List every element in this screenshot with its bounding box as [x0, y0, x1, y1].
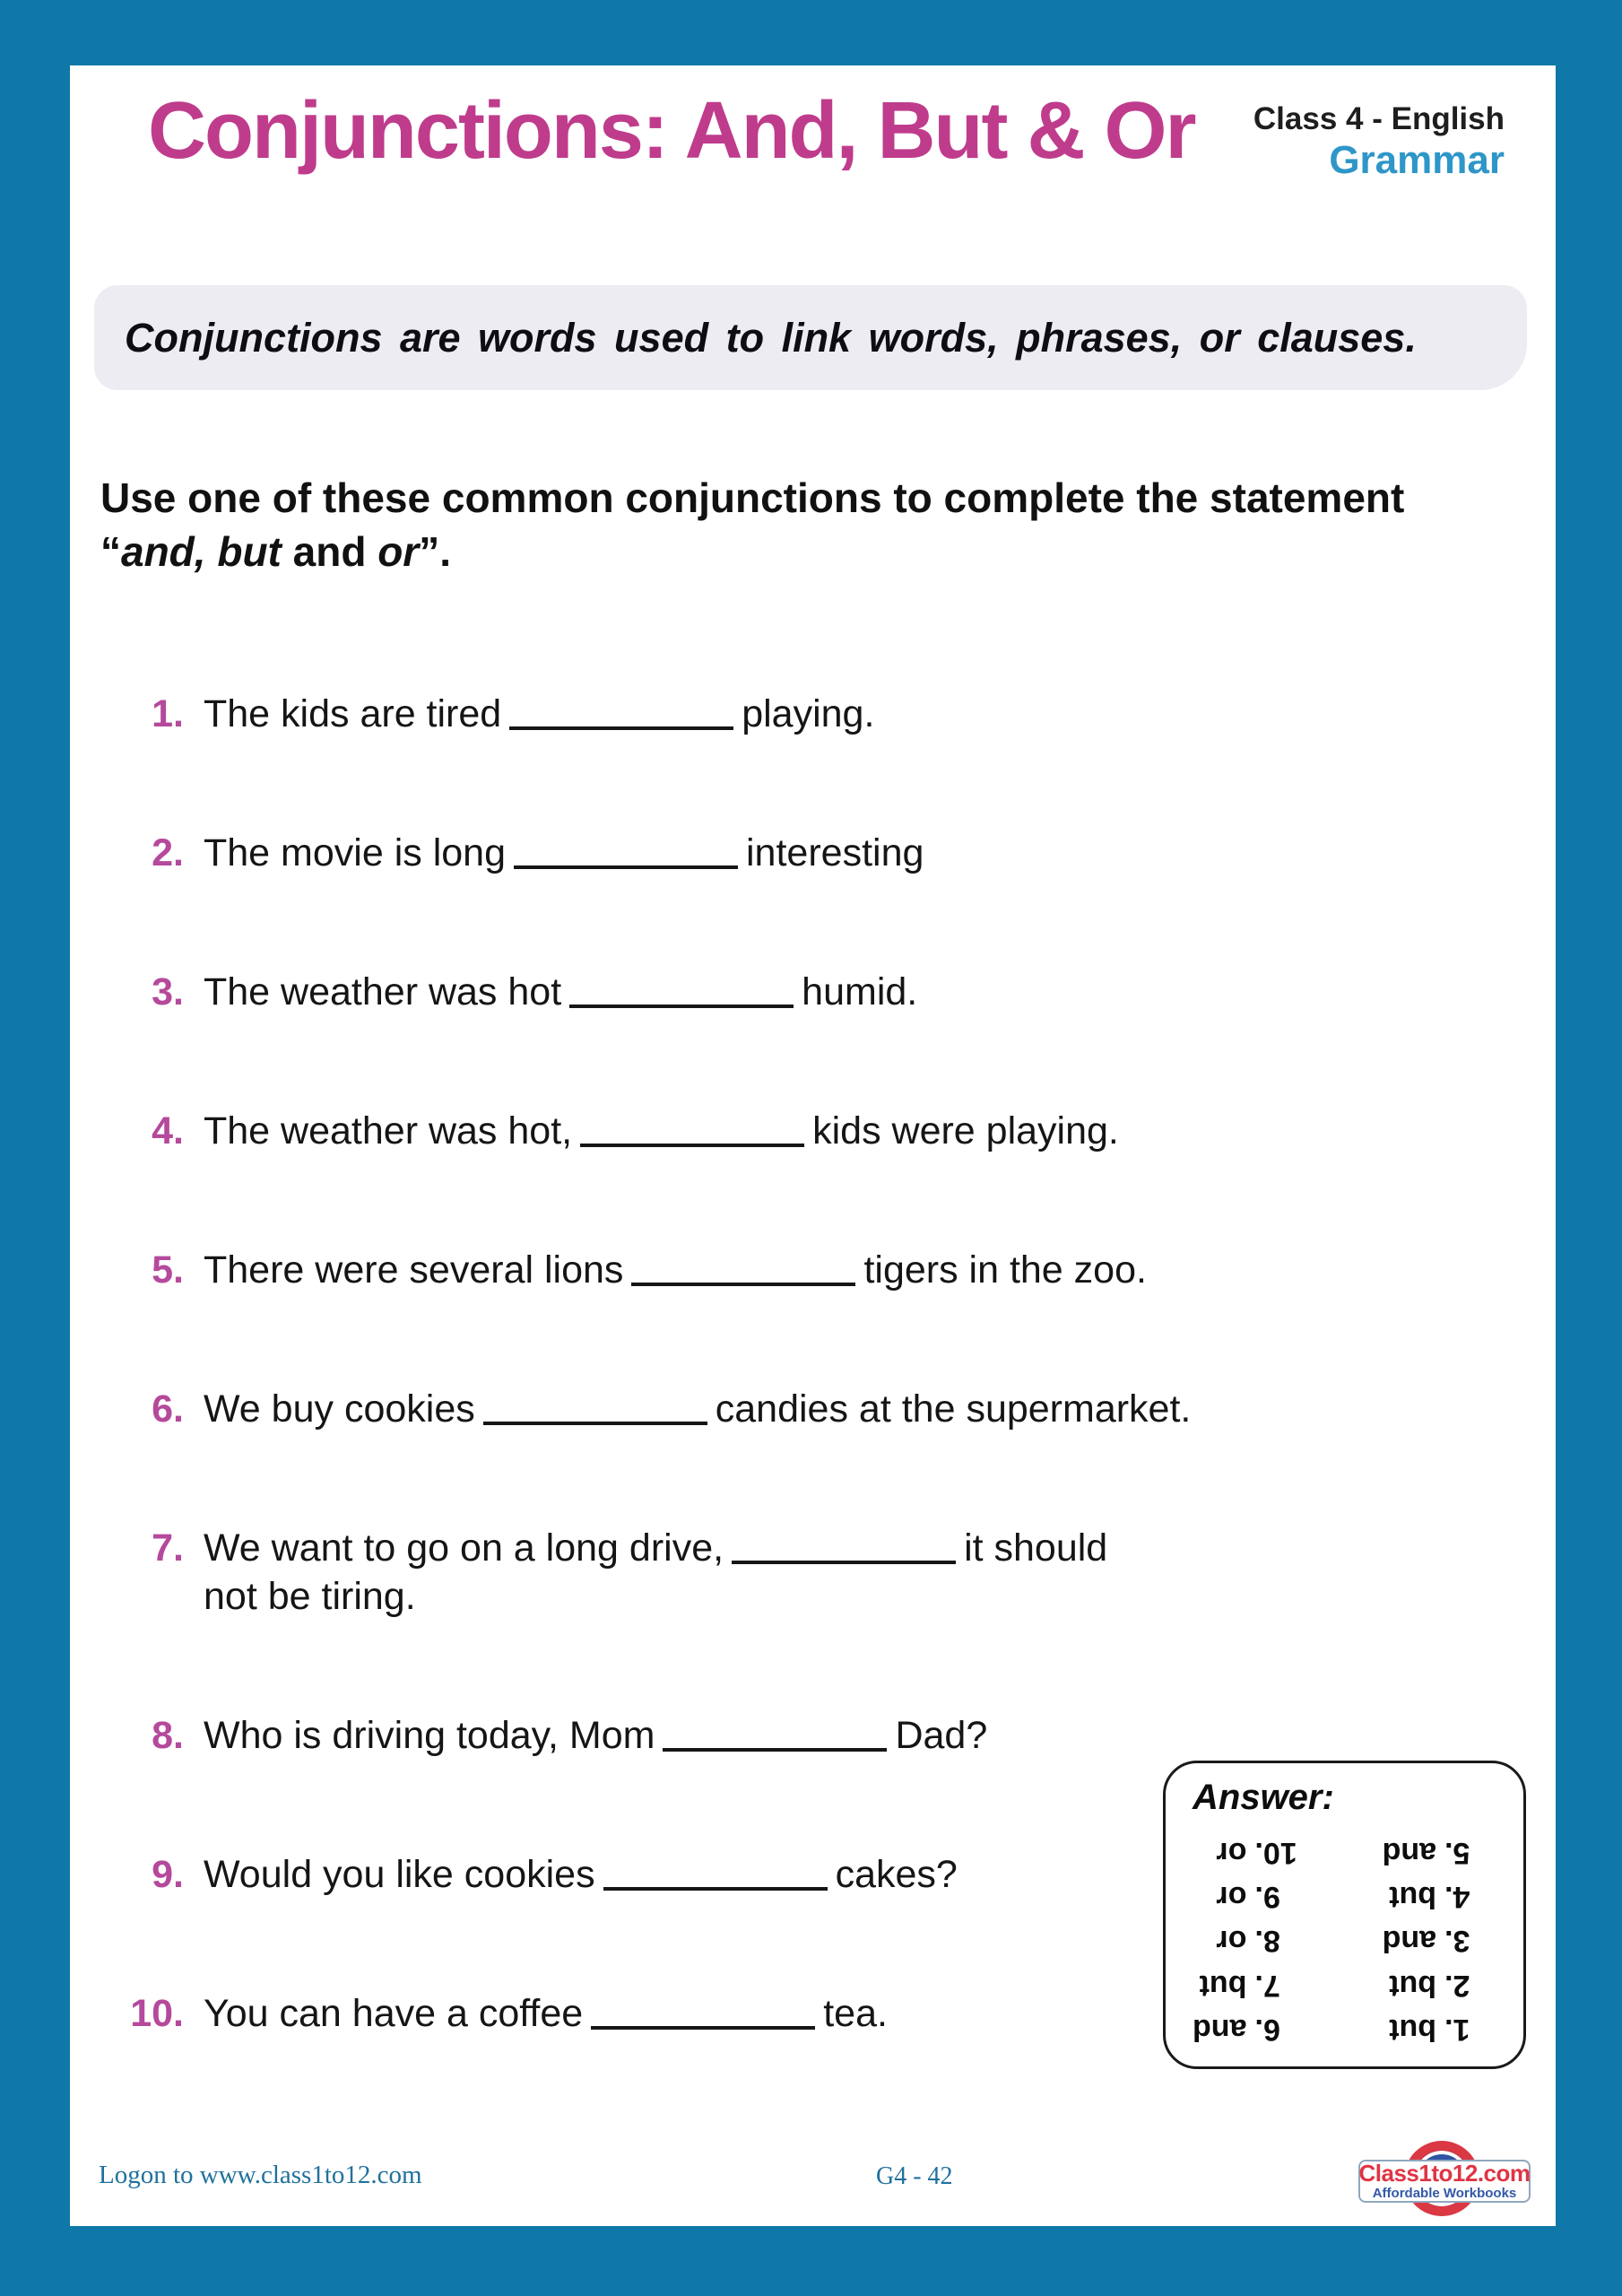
- question-text: You can have a coffee tea.: [204, 1992, 888, 2035]
- answer-item: 5.and: [1382, 1836, 1470, 1870]
- definition-banner: [94, 285, 1527, 390]
- question-item: [70, 690, 1218, 738]
- instruction-line1: Use one of these common conjunctions to complete the statement: [100, 474, 1405, 521]
- logo-brand-text: Class1to12.com: [1358, 2160, 1531, 2187]
- class1to12-logo: [1358, 2137, 1538, 2222]
- answer-item: 2.but: [1389, 1968, 1470, 2003]
- answer-blank[interactable]: [483, 1393, 707, 1425]
- answer-blank[interactable]: [580, 1115, 804, 1147]
- answer-item: 9.or: [1216, 1880, 1280, 1915]
- question-item: [70, 1385, 1218, 1433]
- instruction-quote-close: ”.: [419, 528, 451, 575]
- answer-item: 10.or: [1216, 1836, 1297, 1870]
- question-text: We buy cookies candies at the supermarket.: [204, 1387, 1192, 1431]
- question-text: Would you like cookies cakes?: [204, 1853, 958, 1896]
- answer-blank[interactable]: [732, 1532, 956, 1564]
- answer-item: 3.and: [1382, 1924, 1470, 1959]
- answer-column: [1383, 1835, 1496, 2047]
- answer-box: [1163, 1761, 1526, 2069]
- question-number: 5.: [152, 1248, 184, 1292]
- worksheet-page: [70, 65, 1556, 2226]
- answer-blank[interactable]: [631, 1254, 855, 1286]
- class-badge: [1253, 101, 1505, 184]
- question-text: Who is driving today, Mom Dad?: [204, 1714, 988, 1757]
- definition-text: Conjunctions are words used to link words, phrases, or clauses.: [125, 314, 1417, 361]
- question-number: 10.: [130, 1992, 184, 2035]
- instruction-mid: and: [281, 528, 378, 575]
- footer-website-link[interactable]: Logon to www.class1to12.com: [99, 2161, 422, 2189]
- class-subject-label: Class 4 - English: [1253, 101, 1505, 136]
- answer-blank[interactable]: [663, 1719, 887, 1752]
- answer-blank[interactable]: [603, 1858, 828, 1891]
- answer-box-label: Answer:: [1193, 1778, 1334, 1817]
- logo-tagline: Affordable Workbooks: [1372, 2186, 1517, 2201]
- topic-label: Grammar: [1329, 138, 1505, 182]
- instruction-conjunctions-1: and, but: [121, 528, 282, 575]
- answer-column: [1193, 1835, 1306, 2047]
- answer-blank[interactable]: [591, 1997, 815, 2030]
- question-item: [70, 1711, 1218, 1760]
- page-title: Conjunctions: And, But & Or: [148, 86, 1195, 176]
- question-text: The weather was hot humid.: [204, 970, 918, 1013]
- question-text: There were several lions tigers in the zoo.: [204, 1248, 1147, 1292]
- question-number: 3.: [152, 970, 184, 1013]
- question-text: The weather was hot, kids were playing.: [204, 1109, 1119, 1152]
- answer-item: 4.but: [1389, 1880, 1470, 1915]
- answer-grid-upside-down: [1193, 1835, 1496, 2047]
- question-item: [70, 1524, 1218, 1621]
- answer-blank[interactable]: [509, 698, 733, 730]
- answer-item: 6.and: [1193, 2013, 1280, 2047]
- answer-item: 7.but: [1199, 1968, 1280, 2003]
- logo-band: [1358, 2160, 1531, 2203]
- question-number: 7.: [152, 1526, 184, 1570]
- question-number: 8.: [152, 1714, 184, 1757]
- question-number: 2.: [152, 831, 184, 874]
- question-item: [70, 829, 1218, 877]
- question-text: We want to go on a long drive, it should not be tiring.: [204, 1526, 1108, 1618]
- question-number: 9.: [152, 1853, 184, 1896]
- instruction-text: [100, 471, 1404, 578]
- question-item: [70, 968, 1218, 1016]
- question-text: The kids are tired playing.: [204, 692, 875, 735]
- answer-blank[interactable]: [569, 976, 794, 1008]
- question-number: 6.: [152, 1387, 184, 1431]
- instruction-conjunctions-2: or: [377, 528, 420, 575]
- question-item: [70, 1850, 1218, 1899]
- answer-item: 1.but: [1389, 2013, 1470, 2047]
- instruction-quote-open: “: [100, 528, 121, 575]
- question-item: [70, 1107, 1218, 1155]
- answer-blank[interactable]: [514, 837, 738, 869]
- question-text: The movie is long interesting: [204, 831, 924, 874]
- page-code: G4 - 42: [876, 2162, 953, 2190]
- question-number: 4.: [152, 1109, 184, 1152]
- question-item: [70, 1246, 1218, 1294]
- question-number: 1.: [152, 692, 184, 735]
- answer-item: 8.or: [1216, 1924, 1280, 1959]
- question-item: [70, 1989, 1218, 2038]
- questions-list: [70, 690, 1218, 2128]
